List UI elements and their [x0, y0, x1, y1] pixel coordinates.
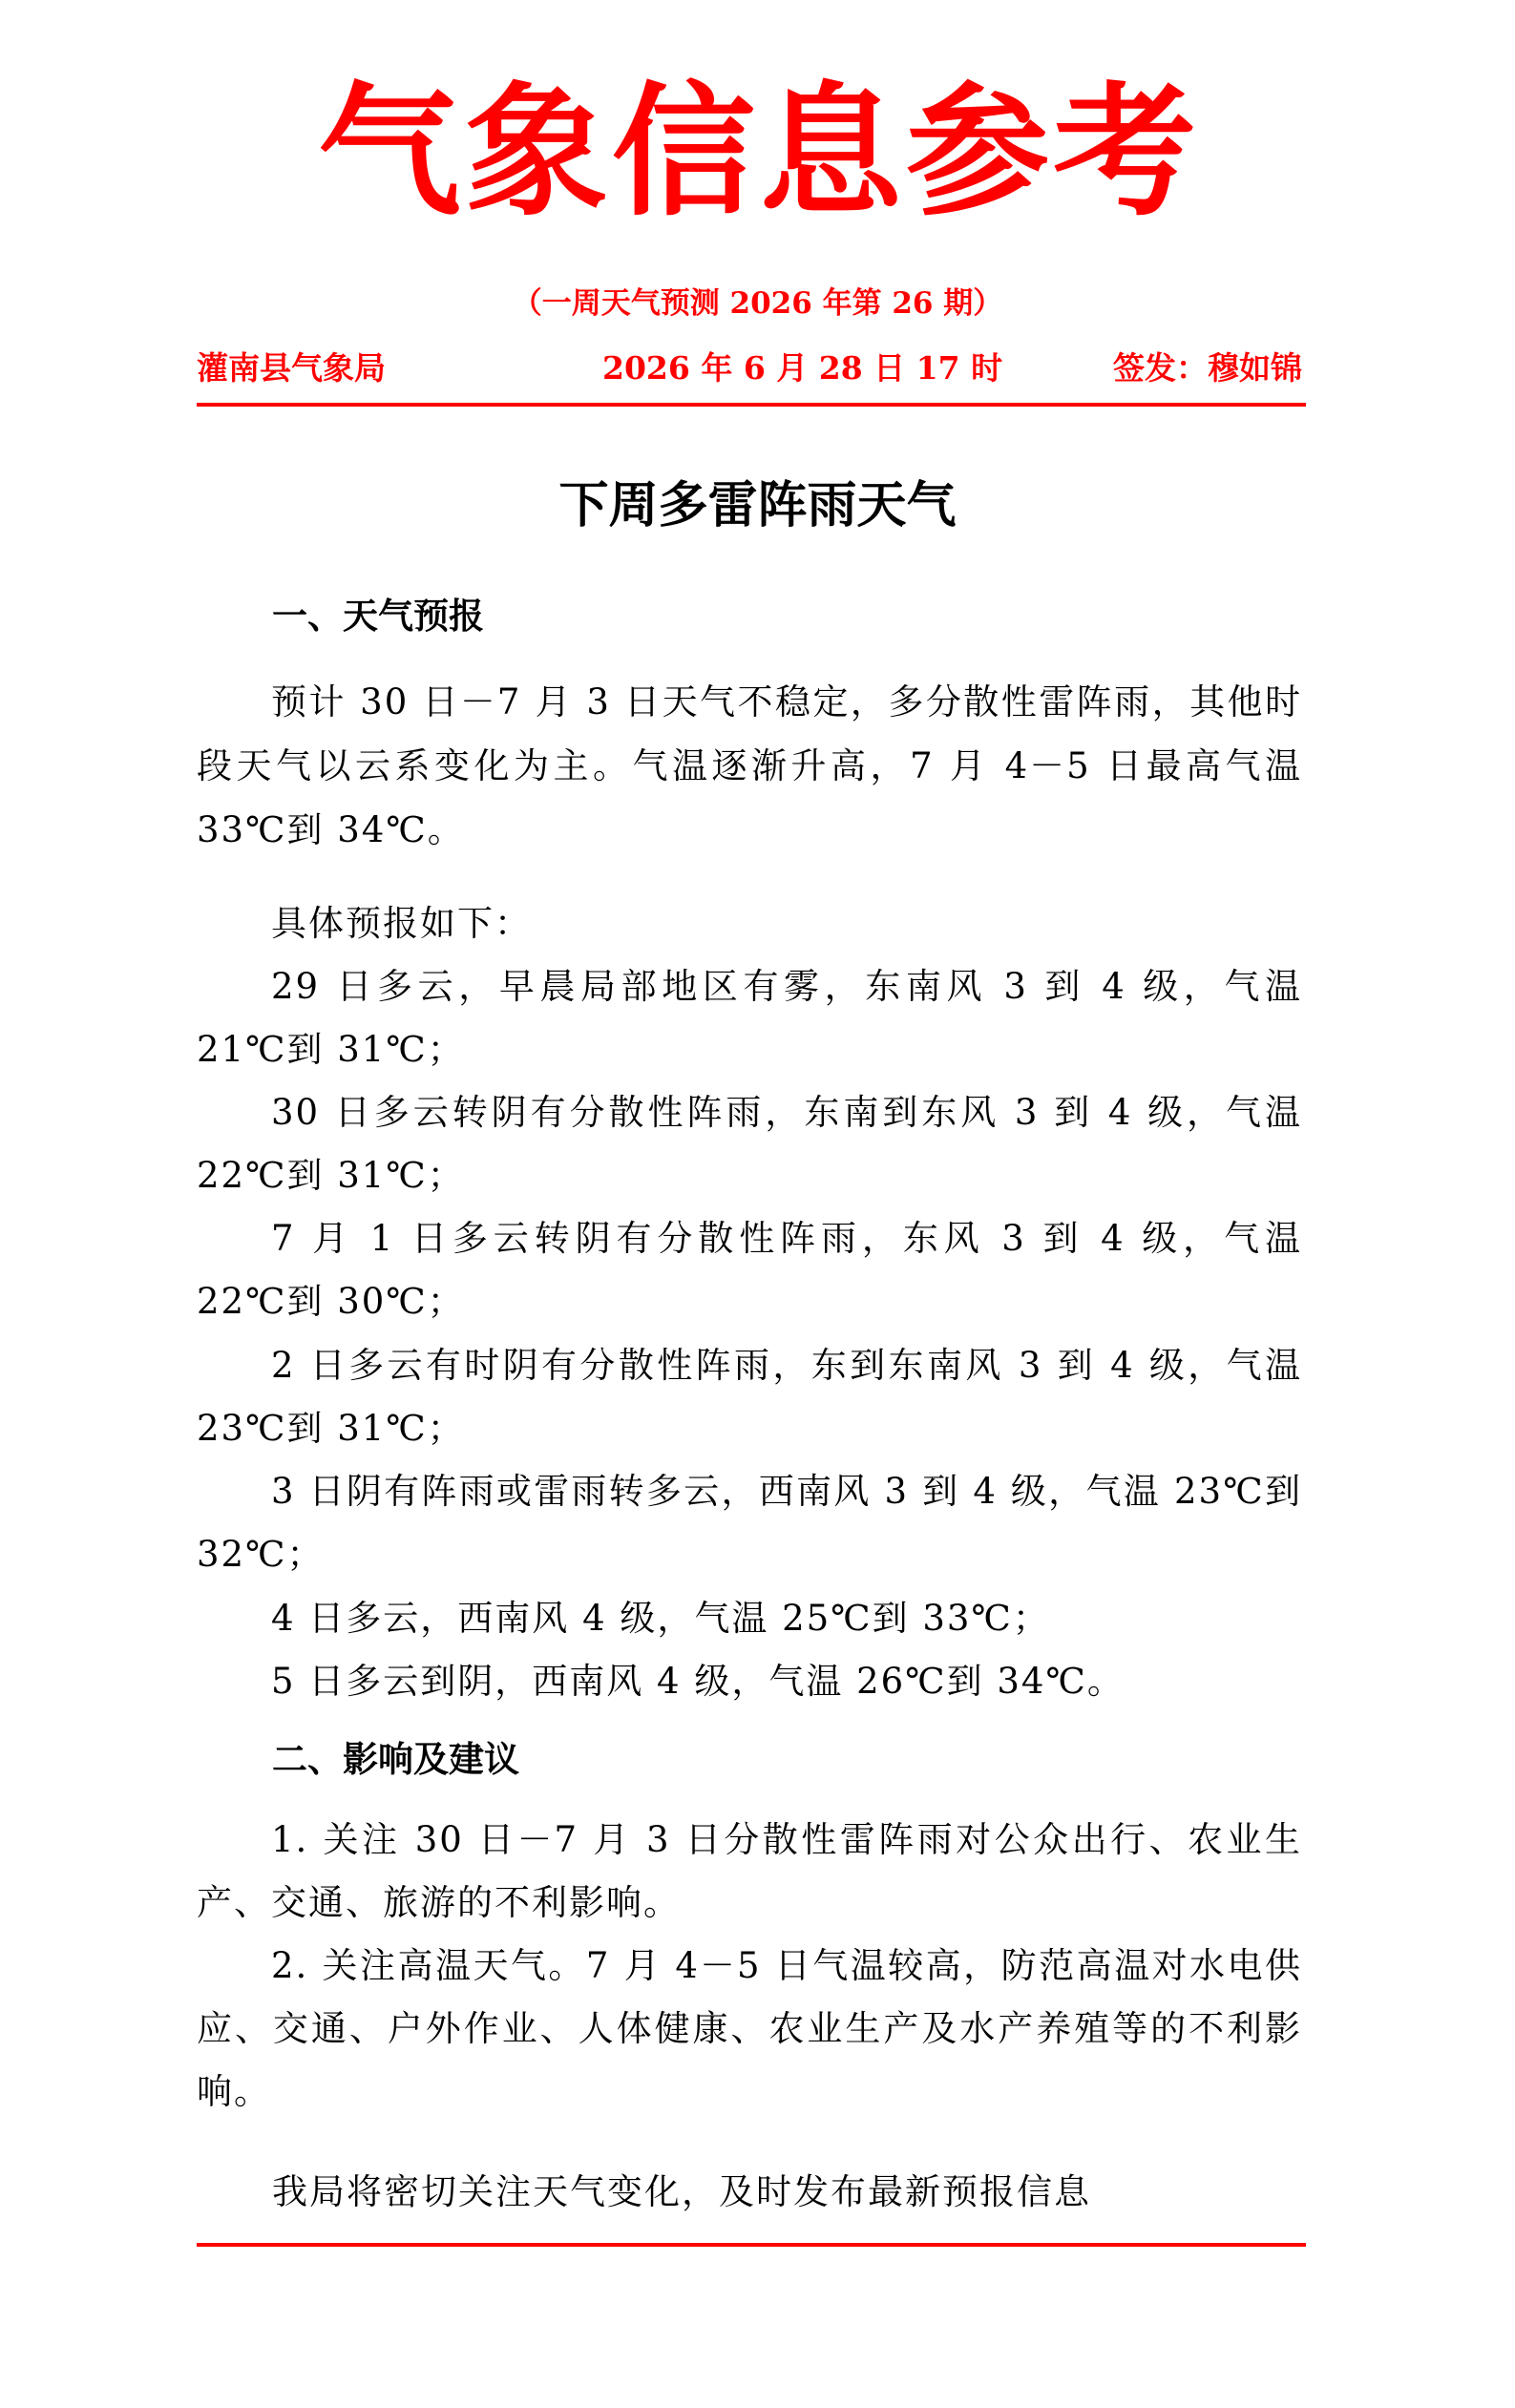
forecast-intro: 具体预报如下： — [271, 903, 532, 944]
signed-by: 签发：穆如锦 — [1113, 349, 1302, 387]
section-heading-impact: 二、影响及建议 — [272, 1738, 519, 1780]
forecast-day-item: 29 日多云，早晨局部地区有雾，东南风 3 到 4 级，气温 21℃到 31℃； — [197, 966, 1302, 1070]
closing-statement: 我局将密切关注天气变化，及时发布最新预报信息 — [272, 2171, 1091, 2212]
advice-item: 1. 关注 30 日－7 月 3 日分散性雷阵雨对公众出行、农业生产、交通、旅游的不利影响。 — [197, 1819, 1302, 1923]
masthead-title: 气象信息参考 — [317, 70, 1200, 236]
issue-number: （一周天气预测 2026 年第 26 期） — [512, 286, 1003, 321]
forecast-day-item: 3 日阴有阵雨或雷雨转多云，西南风 3 到 4 级，气温 23℃到 32℃； — [197, 1471, 1302, 1575]
forecast-day-item: 30 日多云转阴有分散性阵雨，东南到东风 3 到 4 级，气温 22℃到 31℃； — [197, 1092, 1302, 1196]
masthead-meta-row — [197, 347, 1302, 389]
forecast-summary: 预计 30 日－7 月 3 日天气不稳定，多分散性雷阵雨，其他时段天气以云系变化为主。气温逐渐升高，7 月 4－5 日最高气温 33℃到 34℃。 — [197, 681, 1302, 850]
header-divider — [197, 403, 1306, 407]
forecast-day-item: 5 日多云到阴，西南风 4 级，气温 26℃到 34℃。 — [271, 1661, 1125, 1702]
footer-divider — [197, 2243, 1306, 2247]
issuer: 灌南县气象局 — [197, 349, 386, 387]
section-heading-forecast: 一、天气预报 — [272, 595, 484, 637]
forecast-day-item: 7 月 1 日多云转阴有分散性阵雨，东风 3 到 4 级，气温 22℃到 30℃； — [197, 1218, 1302, 1322]
advice-item: 2. 关注高温天气。7 月 4－5 日气温较高，防范高温对水电供应、交通、户外作业、人体健康、农业生产及水产养殖等的不利影响。 — [197, 1945, 1302, 2112]
document-title: 下周多雷阵雨天气 — [558, 476, 957, 534]
forecast-day-item: 2 日多云有时阴有分散性阵雨，东到东南风 3 到 4 级，气温 23℃到 31℃； — [197, 1345, 1302, 1449]
issue-datetime: 2026 年 6 月 28 日 17 时 — [602, 349, 1003, 387]
forecast-day-item: 4 日多云，西南风 4 级，气温 25℃到 33℃； — [271, 1598, 1050, 1639]
